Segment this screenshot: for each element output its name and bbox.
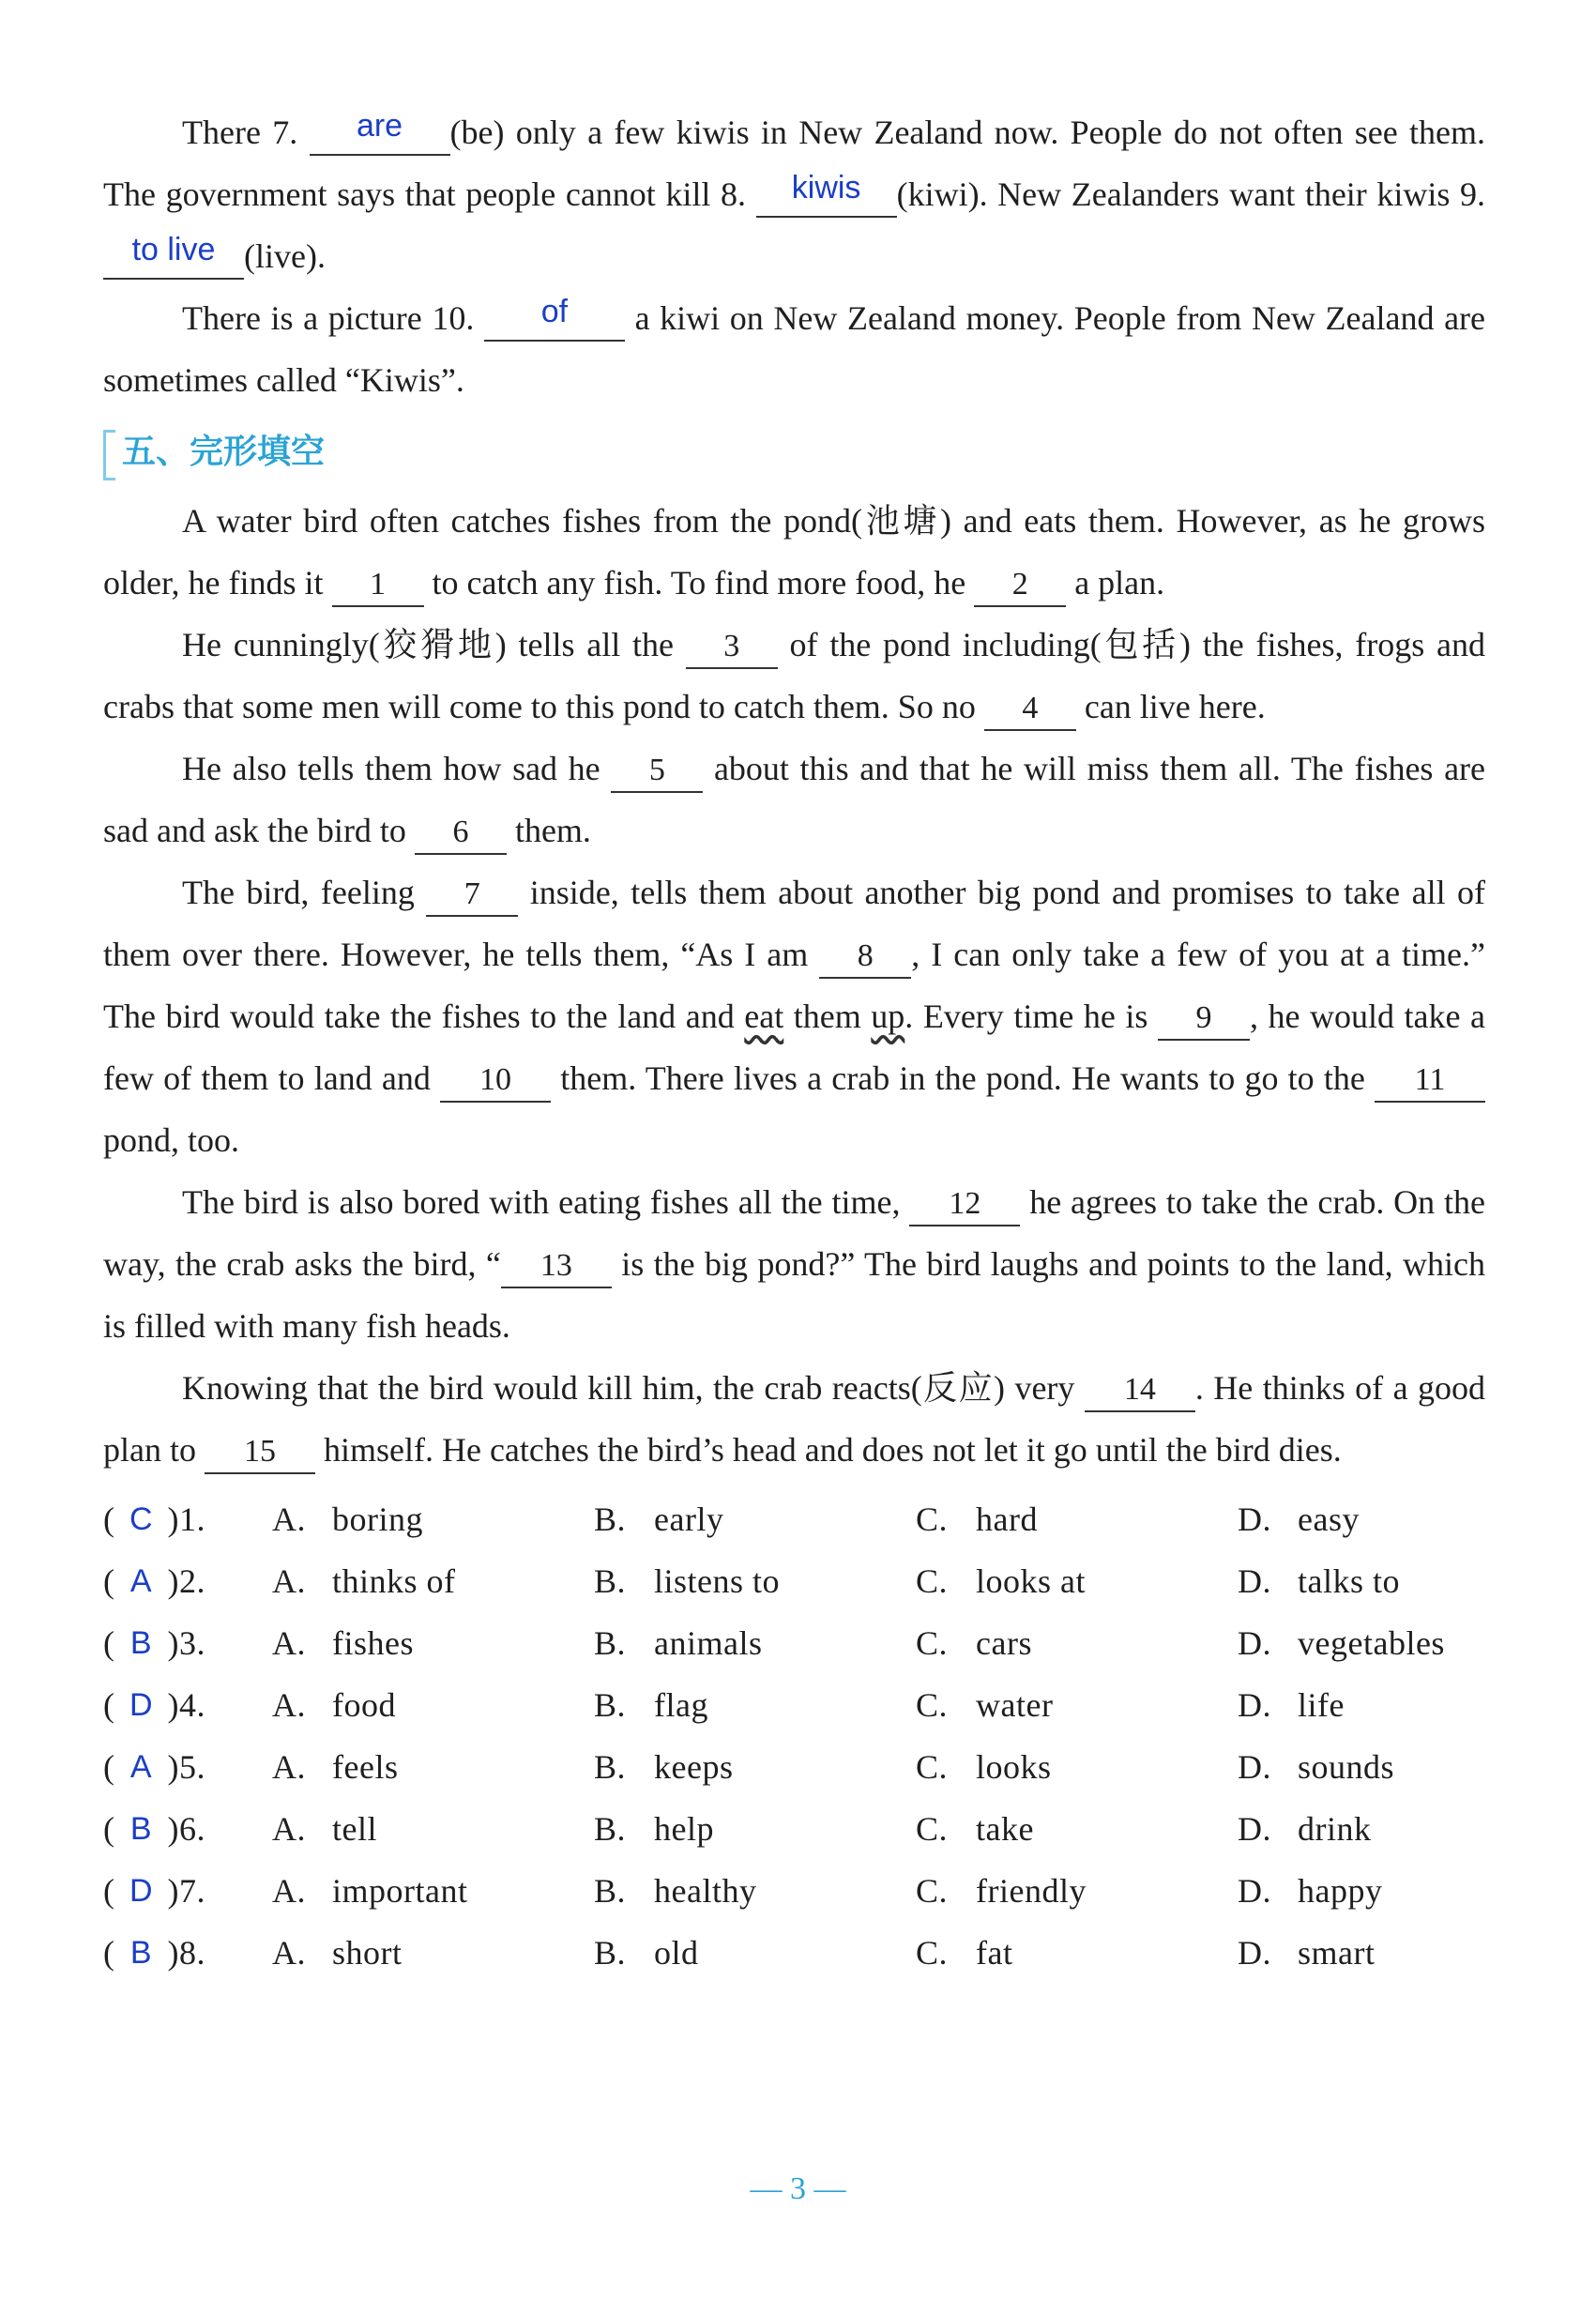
handwritten-answer: are	[356, 108, 403, 144]
cloze-paragraph: The bird is also bored with eating fishes all the time, 12 he agrees to take the crab. On the way, the crab asks the bird, “ 13 is the big pond?” The bird laughs and points to the land, which is filled with many fish heads.	[103, 1183, 1486, 1345]
section-heading: 五、完形填空	[103, 424, 1485, 480]
cloze-blank-12: 12	[909, 1181, 1020, 1226]
section-bracket-icon	[103, 430, 115, 480]
passage-text: (kiwi). New Zealanders want their kiwis 9.	[896, 175, 1486, 213]
cloze-blank-13: 13	[501, 1243, 612, 1288]
page-number: — 3 —	[750, 2171, 846, 2206]
question-row: ( C )1. A. boring B. early C. hard D. easy	[103, 1488, 1485, 1550]
passage-text: There 7.	[182, 114, 298, 151]
option-a: A. food	[272, 1686, 396, 1724]
option-a: A. feels	[272, 1748, 399, 1786]
cloze-blank-3: 3	[686, 624, 778, 669]
option-d: D. smart	[1238, 1934, 1376, 1972]
cloze-blank-1: 1	[332, 562, 424, 607]
question-row: ( D )4. A. food B. flag C. water D. life	[103, 1674, 1485, 1736]
cloze-blank-10: 10	[440, 1058, 551, 1103]
cloze-paragraph: The bird, feeling 7 inside, tells them about another big pond and promises to take all of them over there. However, he tells them, “As I am 8 , I can only take a few of you at a time.” The bird would take the fishes to the land and eat them up. Every time he is 9 , he would take a few of them to land and 10 them. There lives a crab in the pond. He wants to go to the 11 pond, too.	[103, 874, 1486, 1159]
cloze-blank-5: 5	[611, 748, 703, 793]
cloze-blank-11: 11	[1375, 1058, 1485, 1103]
passage-text: (live).	[244, 237, 326, 275]
handwritten-answer: of	[540, 294, 569, 329]
option-c: C. cars	[916, 1624, 1032, 1662]
question-row: ( A )5. A. feels B. keeps C. looks D. sounds	[103, 1736, 1485, 1798]
option-a: A. important	[272, 1872, 468, 1910]
option-b: B. old	[594, 1934, 699, 1972]
option-b: B. animals	[594, 1624, 763, 1662]
option-a: A. tell	[272, 1810, 377, 1848]
option-d: D. sounds	[1238, 1748, 1395, 1786]
worksheet-page	[103, 101, 1485, 1984]
answer-blank-9	[103, 232, 244, 280]
option-d: D. happy	[1238, 1872, 1383, 1910]
passage-text: There is a picture 10.	[182, 299, 475, 337]
handwritten-answer: to live	[131, 232, 216, 267]
option-c: C. friendly	[916, 1872, 1087, 1910]
question-row: ( B )6. A. tell B. help C. take D. drink	[103, 1798, 1485, 1860]
cloze-blank-2: 2	[974, 562, 1066, 607]
option-b: B. healthy	[594, 1872, 757, 1910]
option-d: D. life	[1238, 1686, 1345, 1724]
cloze-blank-9: 9	[1158, 996, 1250, 1041]
option-d: D. talks to	[1238, 1562, 1400, 1600]
option-b: B. keeps	[594, 1748, 734, 1786]
passage-paragraph	[103, 101, 1485, 287]
answer-blank-8	[756, 170, 897, 218]
answer-mark: D	[129, 1873, 154, 1909]
answer-mark: A	[129, 1563, 153, 1599]
option-a: A. fishes	[272, 1624, 414, 1662]
option-c: C. water	[916, 1686, 1054, 1724]
cloze-paragraph: Knowing that the bird would kill him, the crab reacts(反应) very 14 . He thinks of a good plan to 15 himself. He catches the bird’s head and does not let it go until the bird dies.	[103, 1357, 1485, 1481]
answer-blank-7	[310, 108, 450, 156]
option-b: B. listens to	[594, 1562, 781, 1600]
passage-text: (be) only a few kiwis in New Zealand now. People do not often see them. The government says that people cannot kill 8.	[103, 114, 1485, 213]
option-a: A. short	[272, 1934, 403, 1972]
option-c: C. fat	[916, 1934, 1013, 1972]
option-b: B. early	[594, 1500, 724, 1538]
cloze-blank-6: 6	[415, 810, 507, 855]
cloze-paragraph: He cunningly(狡猾地) tells all the 3 of the pond including(包括) the fishes, frogs and crabs that some men will come to this pond to catch them. So no 4 can live here.	[103, 614, 1485, 738]
cloze-blank-15: 15	[205, 1429, 315, 1474]
option-c: C. take	[916, 1810, 1034, 1848]
wavy-underlined-word: eat	[744, 998, 784, 1035]
wavy-underlined-word: up	[871, 998, 905, 1035]
handwritten-answer: kiwis	[791, 170, 861, 206]
question-row: ( B )3. A. fishes B. animals C. cars D. vegetables	[103, 1612, 1485, 1674]
cloze-paragraph: He also tells them how sad he 5 about this and that he will miss them all. The fishes are sad and ask the bird to 6 them.	[103, 738, 1485, 861]
option-c: C. looks at	[916, 1562, 1086, 1600]
answer-mark: D	[129, 1687, 154, 1723]
option-c: C. looks	[916, 1748, 1052, 1786]
option-b: B. flag	[594, 1686, 708, 1724]
cloze-blank-7: 7	[426, 872, 518, 917]
option-c: C. hard	[916, 1500, 1038, 1538]
question-row: ( B )8. A. short B. old C. fat D. smart	[103, 1922, 1485, 1984]
option-d: D. drink	[1238, 1810, 1372, 1848]
cloze-blank-8: 8	[819, 934, 911, 979]
answer-mark: B	[129, 1935, 153, 1971]
answer-blank-10	[484, 294, 625, 342]
passage-paragraph	[103, 287, 1485, 411]
cloze-blank-4: 4	[984, 686, 1076, 731]
answer-mark: C	[129, 1501, 154, 1537]
option-a: A. boring	[272, 1500, 423, 1538]
question-row: ( A )2. A. thinks of B. listens to C. looks at D. talks to	[103, 1550, 1485, 1612]
passage-text: a kiwi on New Zealand money. People from New Zealand are sometimes called “Kiwis”.	[103, 299, 1486, 399]
option-d: D. vegetables	[1238, 1624, 1445, 1662]
option-b: B. help	[594, 1810, 714, 1848]
answer-mark: A	[129, 1749, 153, 1785]
option-a: A. thinks of	[272, 1562, 456, 1600]
answer-options	[103, 1488, 1485, 1984]
answer-mark: B	[129, 1625, 153, 1661]
cloze-paragraph: A water bird often catches fishes from the pond(池塘) and eats them. However, as he grows older, he finds it 1 to catch any fish. To find more food, he 2 a plan.	[103, 490, 1485, 614]
option-d: D. easy	[1238, 1500, 1360, 1538]
answer-mark: B	[129, 1811, 153, 1847]
question-row: ( D )7. A. important B. healthy C. friendly D. happy	[103, 1860, 1485, 1922]
cloze-blank-14: 14	[1085, 1367, 1195, 1412]
